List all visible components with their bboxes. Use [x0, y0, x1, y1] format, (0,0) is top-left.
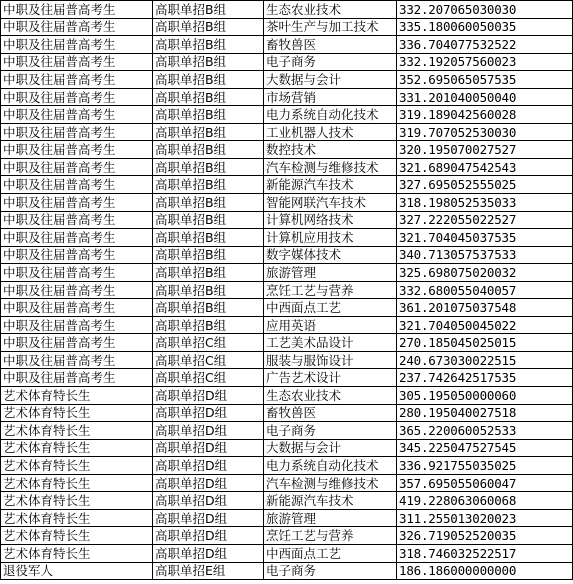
applicant-category-cell: 中职及往届普高考生 [1, 316, 153, 334]
major-cell: 电子商务 [264, 562, 397, 580]
exam-group-cell: 高职单招D组 [153, 527, 264, 545]
major-cell: 畜牧兽医 [264, 36, 397, 54]
exam-group-cell: 高职单招B组 [153, 299, 264, 317]
major-cell: 服装与服饰设计 [264, 351, 397, 369]
table-row [1, 158, 573, 176]
table-row [1, 141, 573, 159]
applicant-category-cell: 艺术体育特长生 [1, 457, 153, 475]
applicant-category-cell: 中职及往届普高考生 [1, 334, 153, 352]
applicant-category-cell: 中职及往届普高考生 [1, 264, 153, 282]
major-cell: 智能网联汽车技术 [264, 194, 397, 212]
major-cell: 生态农业技术 [264, 1, 397, 19]
score-cell: 321.704050045022 [397, 316, 573, 334]
applicant-category-cell: 中职及往届普高考生 [1, 36, 153, 54]
applicant-category-cell: 艺术体育特长生 [1, 527, 153, 545]
score-cell: 336.921755035025 [397, 457, 573, 475]
major-cell: 茶叶生产与加工技术 [264, 18, 397, 36]
table-row [1, 457, 573, 475]
exam-group-cell: 高职单招B组 [153, 36, 264, 54]
major-cell: 市场营销 [264, 88, 397, 106]
exam-group-cell: 高职单招D组 [153, 439, 264, 457]
table-row [1, 562, 573, 580]
applicant-category-cell: 艺术体育特长生 [1, 492, 153, 510]
exam-group-cell: 高职单招D组 [153, 544, 264, 562]
major-cell: 汽车检测与维修技术 [264, 158, 397, 176]
exam-group-cell: 高职单招B组 [153, 53, 264, 71]
score-cell: 365.220060052533 [397, 422, 573, 440]
applicant-category-cell: 中职及往届普高考生 [1, 106, 153, 124]
score-cell: 345.225047527545 [397, 439, 573, 457]
major-cell: 大数据与会计 [264, 71, 397, 89]
table-row [1, 474, 573, 492]
major-cell: 烹饪工艺与营养 [264, 281, 397, 299]
exam-group-cell: 高职单招B组 [153, 176, 264, 194]
score-cell: 419.228063060068 [397, 492, 573, 510]
table-row [1, 88, 573, 106]
table-row [1, 439, 573, 457]
major-cell: 烹饪工艺与营养 [264, 527, 397, 545]
exam-group-cell: 高职单招B组 [153, 229, 264, 247]
major-cell: 计算机网络技术 [264, 211, 397, 229]
table-row [1, 264, 573, 282]
exam-group-cell: 高职单招B组 [153, 18, 264, 36]
table-row [1, 387, 573, 405]
applicant-category-cell: 中职及往届普高考生 [1, 123, 153, 141]
major-cell: 大数据与会计 [264, 439, 397, 457]
applicant-category-cell: 中职及往届普高考生 [1, 18, 153, 36]
applicant-category-cell: 艺术体育特长生 [1, 509, 153, 527]
major-cell: 应用英语 [264, 316, 397, 334]
score-cell: 361.201075037548 [397, 299, 573, 317]
major-cell: 广告艺术设计 [264, 369, 397, 387]
applicant-category-cell: 中职及往届普高考生 [1, 299, 153, 317]
exam-group-cell: 高职单招B组 [153, 106, 264, 124]
score-cell: 357.695055060047 [397, 474, 573, 492]
exam-group-cell: 高职单招B组 [153, 158, 264, 176]
applicant-category-cell: 中职及往届普高考生 [1, 158, 153, 176]
applicant-category-cell: 中职及往届普高考生 [1, 88, 153, 106]
applicant-category-cell: 艺术体育特长生 [1, 544, 153, 562]
table-row [1, 53, 573, 71]
table-row [1, 281, 573, 299]
major-cell: 旅游管理 [264, 509, 397, 527]
table-row [1, 509, 573, 527]
applicant-category-cell: 中职及往届普高考生 [1, 53, 153, 71]
table-row [1, 1, 573, 19]
score-cell: 326.719052520035 [397, 527, 573, 545]
exam-group-cell: 高职单招C组 [153, 369, 264, 387]
exam-group-cell: 高职单招B组 [153, 246, 264, 264]
exam-group-cell: 高职单招B组 [153, 264, 264, 282]
score-cell: 332.192057560023 [397, 53, 573, 71]
major-cell: 汽车检测与维修技术 [264, 474, 397, 492]
score-cell: 332.680055040057 [397, 281, 573, 299]
score-cell: 319.707052530030 [397, 123, 573, 141]
exam-group-cell: 高职单招B组 [153, 123, 264, 141]
exam-group-cell: 高职单招B组 [153, 194, 264, 212]
major-cell: 生态农业技术 [264, 387, 397, 405]
table-row [1, 123, 573, 141]
table-row [1, 71, 573, 89]
table-row [1, 246, 573, 264]
applicant-category-cell: 中职及往届普高考生 [1, 211, 153, 229]
exam-group-cell: 高职单招B组 [153, 316, 264, 334]
major-cell: 电力系统自动化技术 [264, 457, 397, 475]
table-row [1, 194, 573, 212]
applicant-category-cell: 中职及往届普高考生 [1, 246, 153, 264]
applicant-category-cell: 艺术体育特长生 [1, 439, 153, 457]
score-cell: 335.180060050035 [397, 18, 573, 36]
score-cell: 318.746032522517 [397, 544, 573, 562]
major-cell: 电力系统自动化技术 [264, 106, 397, 124]
table-row [1, 211, 573, 229]
major-cell: 电子商务 [264, 53, 397, 71]
table-row [1, 299, 573, 317]
exam-group-cell: 高职单招D组 [153, 457, 264, 475]
applicant-category-cell: 艺术体育特长生 [1, 474, 153, 492]
score-cell: 352.695065057535 [397, 71, 573, 89]
exam-group-cell: 高职单招D组 [153, 422, 264, 440]
applicant-category-cell: 艺术体育特长生 [1, 404, 153, 422]
score-cell: 331.201040050040 [397, 88, 573, 106]
major-cell: 数控技术 [264, 141, 397, 159]
applicant-category-cell: 中职及往届普高考生 [1, 1, 153, 19]
applicant-category-cell: 中职及往届普高考生 [1, 141, 153, 159]
exam-group-cell: 高职单招D组 [153, 474, 264, 492]
exam-group-cell: 高职单招D组 [153, 509, 264, 527]
applicant-category-cell: 中职及往届普高考生 [1, 351, 153, 369]
applicant-category-cell: 中职及往届普高考生 [1, 194, 153, 212]
exam-group-cell: 高职单招C组 [153, 334, 264, 352]
score-cell: 336.704077532522 [397, 36, 573, 54]
table-row [1, 316, 573, 334]
exam-group-cell: 高职单招B组 [153, 141, 264, 159]
score-cell: 321.689047542543 [397, 158, 573, 176]
applicant-category-cell: 中职及往届普高考生 [1, 176, 153, 194]
exam-group-cell: 高职单招B组 [153, 281, 264, 299]
score-cell: 332.207065030030 [397, 1, 573, 19]
major-cell: 新能源汽车技术 [264, 176, 397, 194]
table-row [1, 422, 573, 440]
applicant-category-cell: 中职及往届普高考生 [1, 71, 153, 89]
score-cell: 340.713057537533 [397, 246, 573, 264]
score-cell: 270.185045025015 [397, 334, 573, 352]
exam-group-cell: 高职单招B组 [153, 71, 264, 89]
exam-group-cell: 高职单招B组 [153, 88, 264, 106]
table-row [1, 544, 573, 562]
score-cell: 325.698075020032 [397, 264, 573, 282]
applicant-category-cell: 艺术体育特长生 [1, 387, 153, 405]
score-cell: 186.186000000000 [397, 562, 573, 580]
table-row [1, 18, 573, 36]
table-body [1, 1, 573, 580]
exam-group-cell: 高职单招B组 [153, 1, 264, 19]
exam-group-cell: 高职单招B组 [153, 211, 264, 229]
table-row [1, 351, 573, 369]
major-cell: 中西面点工艺 [264, 299, 397, 317]
exam-group-cell: 高职单招D组 [153, 404, 264, 422]
table-row [1, 106, 573, 124]
major-cell: 旅游管理 [264, 264, 397, 282]
table-row [1, 492, 573, 510]
applicant-category-cell: 中职及往届普高考生 [1, 229, 153, 247]
exam-group-cell: 高职单招C组 [153, 351, 264, 369]
major-cell: 畜牧兽医 [264, 404, 397, 422]
score-cell: 319.189042560028 [397, 106, 573, 124]
score-cell: 320.195070027527 [397, 141, 573, 159]
score-cell: 327.695052555025 [397, 176, 573, 194]
exam-group-cell: 高职单招D组 [153, 387, 264, 405]
major-cell: 数字媒体技术 [264, 246, 397, 264]
major-cell: 计算机应用技术 [264, 229, 397, 247]
score-cell: 321.704045037535 [397, 229, 573, 247]
major-cell: 新能源汽车技术 [264, 492, 397, 510]
applicant-category-cell: 退役军人 [1, 562, 153, 580]
table-row [1, 404, 573, 422]
exam-group-cell: 高职单招E组 [153, 562, 264, 580]
applicant-category-cell: 中职及往届普高考生 [1, 369, 153, 387]
score-cell: 305.195050000060 [397, 387, 573, 405]
score-cell: 240.673030022515 [397, 351, 573, 369]
score-cell: 311.255013020023 [397, 509, 573, 527]
table-row [1, 36, 573, 54]
table-row [1, 334, 573, 352]
table-row [1, 229, 573, 247]
applicant-category-cell: 艺术体育特长生 [1, 422, 153, 440]
major-cell: 中西面点工艺 [264, 544, 397, 562]
exam-group-cell: 高职单招D组 [153, 492, 264, 510]
major-cell: 工业机器人技术 [264, 123, 397, 141]
score-cell: 280.195040027518 [397, 404, 573, 422]
table-row [1, 176, 573, 194]
major-cell: 工艺美术品设计 [264, 334, 397, 352]
score-cell: 318.198052535033 [397, 194, 573, 212]
score-cell: 237.742642517535 [397, 369, 573, 387]
table-row [1, 369, 573, 387]
table-row [1, 527, 573, 545]
major-cell: 电子商务 [264, 422, 397, 440]
applicant-category-cell: 中职及往届普高考生 [1, 281, 153, 299]
score-cell: 327.222055022527 [397, 211, 573, 229]
